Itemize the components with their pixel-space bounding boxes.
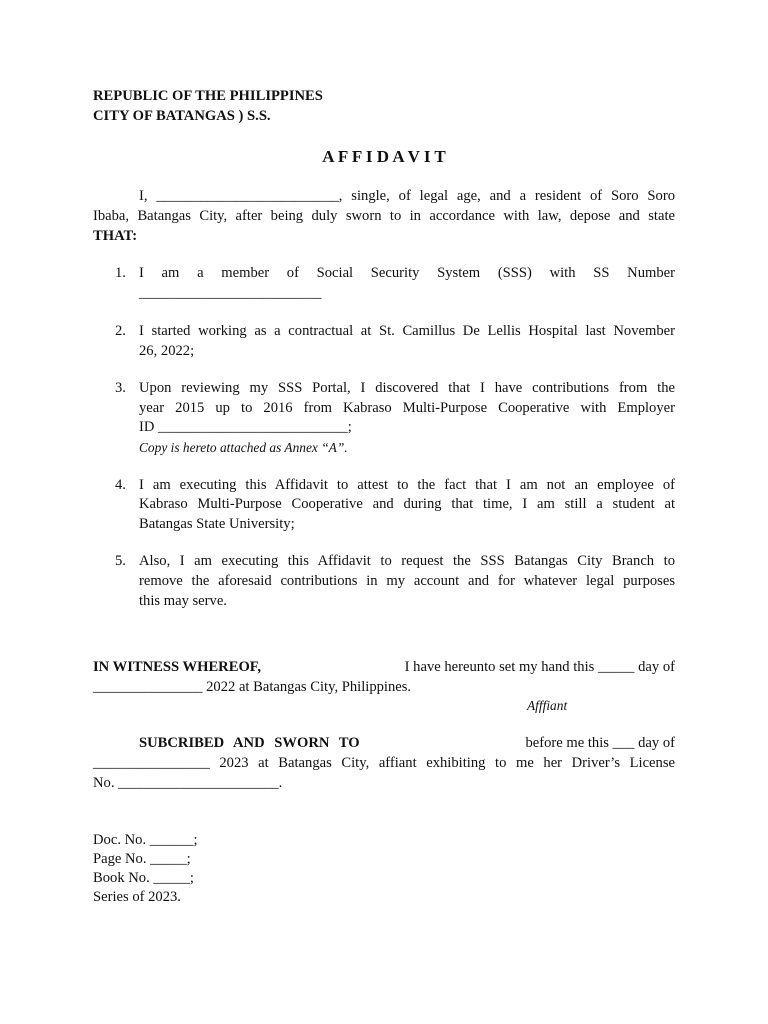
item-2-number: 2.: [115, 323, 126, 339]
sworn-lead: SUBCRIBED AND SWORN TO: [139, 735, 360, 751]
item-4-line-3: Batangas State University;: [139, 516, 295, 532]
item-5-line-2: remove the aforesaid contributions in my account and for whatever legal purposes: [139, 573, 675, 589]
doc-no: Doc. No. ______;: [93, 832, 198, 848]
item-5-line-1: Also, I am executing this Affidavit to request the SSS Batangas City Branch to: [139, 553, 675, 569]
item-2-line-1: I started working as a contractual at St. Camillus De Lellis Hospital last November: [139, 323, 675, 339]
item-3-line-2: year 2015 up to 2016 from Kabraso Multi-Purpose Cooperative with Employer: [139, 400, 675, 416]
affiant-label: Afffiant: [527, 698, 568, 713]
intro-that: THAT:: [93, 228, 138, 244]
header-city: CITY OF BATANGAS ) S.S.: [93, 108, 271, 124]
item-4-number: 4.: [115, 477, 126, 493]
item-5-number: 5.: [115, 553, 126, 569]
witness-line-2: _______________ 2022 at Batangas City, Philippines.: [93, 679, 412, 695]
document-title: A F F I D A V I T: [322, 147, 446, 166]
series: Series of 2023.: [93, 889, 181, 905]
item-3-annex-note: Copy is hereto attached as Annex “A”.: [139, 440, 348, 455]
witness-lead: IN WITNESS WHEREOF,: [93, 659, 262, 675]
item-1-line-2: _________________________: [139, 285, 322, 301]
item-1-number: 1.: [115, 265, 126, 281]
sworn-line-1: [139, 734, 675, 754]
item-3-line-1: Upon reviewing my SSS Portal, I discovered that I have contributions from the: [139, 380, 675, 396]
page-no: Page No. _____;: [93, 851, 191, 867]
item-4-line-1: I am executing this Affidavit to attest to the fact that I am not an employee of: [139, 477, 675, 493]
item-3-number: 3.: [115, 380, 126, 396]
sworn-text: before me this ___ day of: [525, 735, 675, 751]
item-4-line-2: Kabraso Multi-Purpose Cooperative and during that time, I am still a student at: [139, 496, 675, 512]
intro-line-2: Ibaba, Batangas City, after being duly sworn to in accordance with law, depose and state: [93, 208, 675, 224]
sworn-line-3: No. ______________________.: [93, 775, 283, 791]
item-5-line-3: this may serve.: [139, 593, 227, 609]
item-2-line-2: 26, 2022;: [139, 343, 195, 359]
item-3-line-3: ID __________________________;: [139, 419, 352, 435]
witness-line-1: [93, 658, 675, 678]
item-1-line-1: I am a member of Social Security System (SSS) with SS Number: [139, 265, 675, 281]
header-republic: REPUBLIC OF THE PHILIPPINES: [93, 88, 323, 104]
intro-line-1: I, _________________________, single, of legal age, and a resident of Soro Soro: [139, 188, 675, 204]
sworn-line-2: ________________ 2023 at Batangas City, affiant exhibiting to me her Driver’s License: [93, 755, 675, 771]
witness-text: I have hereunto set my hand this _____ day of: [404, 659, 675, 675]
book-no: Book No. _____;: [93, 870, 194, 886]
